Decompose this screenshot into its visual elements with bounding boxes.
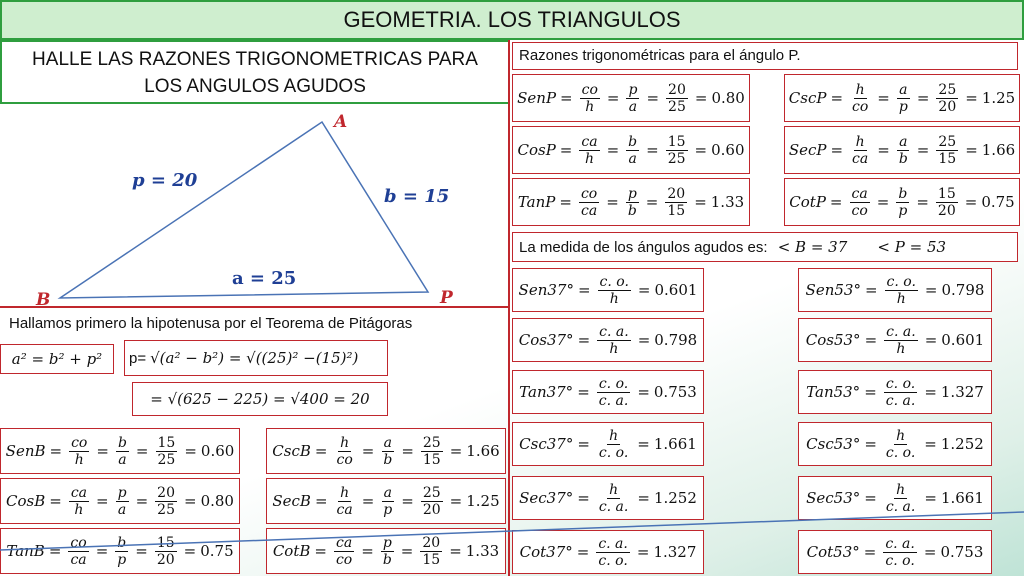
ratio-tanb-ratio1-num: co (70, 534, 87, 551)
ratio-cosb-ratio1-num: ca (70, 484, 88, 501)
operator: = (964, 193, 978, 211)
ratio-cotb-fn: CotB (272, 542, 311, 560)
side-label-b: b = 15 (384, 186, 450, 207)
operator: = (916, 89, 930, 107)
pitagoras-formula-text: a² = b² + p² (11, 350, 103, 368)
ratio-cosp-ratio1 (579, 134, 599, 167)
ratio-cotb-ratio2-num: p (382, 534, 392, 551)
ratio-cscb-fn: CscB (272, 442, 311, 460)
operator: = (923, 543, 937, 561)
angle53-1-ratio (884, 324, 918, 357)
angle53-0-ratio-num: c. o. (886, 273, 916, 290)
angle53-4-ratio-den: c. a. (885, 498, 916, 515)
ratio-senp-ratio3-num: 20 (668, 81, 686, 98)
angle37-3-ratio-num: h (609, 427, 619, 444)
operator: = (314, 542, 327, 560)
ratio-tanp-equation (512, 178, 750, 226)
angle37-2-fn: Tan37° (519, 383, 574, 401)
ratio-senp-ratio3-den: 25 (668, 98, 686, 115)
ratio-secp-ratio3-num: 25 (938, 133, 957, 150)
angle53-3-ratio-num: h (896, 427, 906, 444)
pitagoras-step1 (124, 340, 388, 376)
operator: = (637, 435, 650, 453)
ratio-cscp-ratio2-den: p (898, 98, 908, 115)
operator: = (96, 492, 109, 510)
angle53-5-fn: Cot53° (806, 543, 860, 561)
ratio-tanb-ratio1-den: ca (70, 551, 87, 568)
side-label-a: a = 25 (232, 268, 297, 289)
ratio-cosp-fn: CosP (517, 141, 556, 159)
ratio-senp-value: 0.80 (711, 89, 745, 107)
angle53-2-ratio-num: c. o. (885, 375, 916, 392)
ratio-senb-ratio2-den: a (118, 451, 127, 468)
operator: = (864, 435, 877, 453)
operator: = (135, 492, 149, 510)
operator: = (314, 492, 328, 510)
ratio-cotp-ratio2-num: b (898, 185, 908, 202)
operator: = (449, 542, 462, 560)
operator: = (924, 331, 938, 349)
ratio-secp-ratio3 (936, 134, 958, 167)
ratio-cscp-equation (784, 74, 1020, 122)
operator: = (361, 492, 375, 510)
ratio-cscb-ratio2-num: a (383, 434, 392, 451)
operator: = (916, 193, 929, 211)
operator: = (606, 193, 619, 211)
ratio-tanp-ratio3-num: 20 (667, 185, 686, 202)
operator: = (577, 489, 590, 507)
operator: = (637, 489, 650, 507)
operator: = (401, 492, 414, 510)
operator: = (924, 383, 937, 401)
angle37-1-ratio-num: c. a. (599, 323, 629, 340)
operator: = (449, 492, 463, 510)
pitagoras-step2-text: = √(625 − 225) = √400 = 20 (150, 390, 370, 408)
angle37-5-value: 1.327 (653, 543, 697, 561)
ratio-cscb-ratio2-den: b (383, 451, 393, 468)
angle37-0-fn: Sen37° (518, 281, 574, 299)
angle53-1-value: 0.601 (941, 331, 985, 349)
ratio-cosb-ratio2-den: a (117, 501, 127, 518)
pitagoras-step2 (132, 382, 388, 416)
ratio-tanp-value: 1.33 (710, 193, 745, 211)
angle53-2-value: 1.327 (940, 383, 984, 401)
operator: = (830, 141, 844, 159)
operator: = (924, 489, 937, 507)
ratio-senp-ratio1-den: h (585, 98, 595, 115)
operator: = (96, 442, 109, 460)
ratio-cscp-ratio1 (850, 82, 870, 115)
operator: = (864, 489, 877, 507)
ratio-cosp-value: 0.60 (711, 141, 745, 159)
angle37-5-ratio-den: c. o. (598, 552, 628, 569)
angle53-0-ratio (885, 274, 918, 307)
angulos-header (512, 232, 1018, 262)
ratio-tanb-ratio3-den: 20 (156, 551, 175, 568)
ratio-cosp-ratio3 (666, 134, 688, 167)
operator: = (916, 141, 930, 159)
operator: = (924, 435, 937, 453)
ratio-cosp-ratio2-num: b (628, 133, 638, 150)
ratio-cscp-ratio2-num: a (899, 81, 908, 98)
ratio-senp-ratio2-num: p (628, 81, 638, 98)
operator: = (449, 442, 463, 460)
operator: = (577, 435, 590, 453)
vertex-label-p: P (440, 288, 453, 308)
angle37-1-fn: Cos37° (518, 331, 574, 349)
angle37-2-ratio (597, 376, 631, 409)
operator: = (577, 331, 591, 349)
angle37-5-fn: Cot37° (519, 543, 573, 561)
operator: = (863, 543, 877, 561)
ratio-cscb-ratio3 (421, 435, 443, 468)
ratio-senb-ratio2 (116, 435, 129, 468)
ratio-senb-ratio3 (156, 435, 178, 468)
operator: = (559, 141, 573, 159)
ratio-cotp-ratio1 (850, 186, 870, 219)
title-bar (0, 0, 1024, 40)
operator: = (577, 281, 591, 299)
angle37-3-value: 1.661 (653, 435, 697, 453)
ratio-secb-ratio3-den: 20 (422, 501, 441, 518)
ratio-cosb-ratio3-den: 25 (157, 501, 175, 518)
operator: = (606, 89, 620, 107)
ratio-cscb-value: 1.66 (466, 442, 500, 460)
ratio-cscp-fn: CscP (788, 89, 827, 107)
ratio-secb-ratio1-den: ca (336, 501, 353, 518)
decorative-wave (0, 510, 1024, 576)
ratio-senb-ratio1 (69, 435, 89, 468)
ratio-cosp-ratio2-den: a (628, 150, 637, 167)
operator: = (965, 89, 978, 107)
razones-p-header (512, 42, 1018, 70)
ratio-cscb-ratio3-num: 25 (422, 434, 441, 451)
operator: = (830, 89, 844, 107)
ratio-tanb-ratio2-num: b (117, 534, 127, 551)
angle37-0-equation (512, 268, 704, 312)
ratio-secp-ratio2-den: b (898, 150, 908, 167)
angle53-3-ratio (884, 428, 917, 461)
ratio-secp-ratio1-num: h (855, 133, 865, 150)
operator: = (864, 281, 878, 299)
ratio-tanp-ratio1-num: co (580, 185, 598, 202)
ratio-cotp-ratio3-den: 20 (937, 202, 956, 219)
ratio-senb-ratio2-num: b (117, 434, 127, 451)
ratio-secb-value: 1.25 (466, 492, 500, 510)
operator: = (48, 542, 62, 560)
ratio-secp-fn: SecP (788, 141, 827, 159)
instruction-text: HALLE LAS RAZONES TRIGONOMETRICAS PARA LOS ANGULOS AGUDOS (32, 49, 478, 97)
operator: = (606, 141, 620, 159)
angle53-3-value: 1.252 (940, 435, 984, 453)
operator: = (183, 492, 197, 510)
ratio-cscb-ratio1-den: co (336, 451, 353, 468)
angle53-0-ratio-den: h (896, 290, 906, 307)
ratio-cosp-equation (512, 126, 750, 174)
ratio-tanp-ratio1-den: ca (581, 202, 598, 219)
angle53-1-ratio-num: c. a. (886, 323, 916, 340)
ratio-cosb-ratio1-den: h (74, 501, 84, 518)
angle53-2-fn: Tan53° (806, 383, 861, 401)
ratio-cotp-value: 0.75 (981, 193, 1015, 211)
ratio-senb-fn: SenB (5, 442, 46, 460)
operator: = (361, 442, 375, 460)
angle37-0-ratio (598, 274, 631, 307)
ratio-senp-ratio3 (666, 82, 688, 115)
ratio-cotp-equation (784, 178, 1020, 226)
angle37-3-ratio (597, 428, 630, 461)
ratio-cosp-ratio1-num: ca (581, 133, 598, 150)
angle53-3-ratio-den: c. o. (885, 444, 916, 461)
ratio-tanp-ratio2-num: p (627, 185, 637, 202)
ratio-secb-ratio2-num: a (383, 484, 392, 501)
angle37-1-value: 0.798 (654, 331, 698, 349)
ratio-tanb-ratio3-num: 15 (156, 534, 175, 551)
ratio-secp-ratio2 (897, 134, 910, 167)
angle53-1-equation (798, 318, 992, 362)
angle37-4-fn: Sec37° (519, 489, 574, 507)
page-title: GEOMETRIA. LOS TRIANGULOS (343, 7, 681, 32)
angle37-2-value: 0.753 (653, 383, 697, 401)
ratio-cotp-ratio2 (896, 186, 909, 219)
operator: = (646, 89, 660, 107)
operator: = (49, 492, 62, 510)
operator: = (401, 442, 414, 460)
operator: = (637, 281, 651, 299)
angle37-2-ratio-den: c. a. (598, 392, 629, 409)
operator: = (577, 383, 590, 401)
angle53-3-equation (798, 422, 992, 466)
ratio-cotp-ratio3-num: 15 (937, 185, 956, 202)
operator: = (829, 193, 843, 211)
ratio-cscp-ratio3-den: 20 (938, 98, 957, 115)
ratio-cotp-ratio3 (936, 186, 958, 219)
ratio-tanb-fn: TanB (6, 542, 45, 560)
operator: = (560, 89, 573, 107)
ratio-cosp-ratio2 (626, 134, 639, 167)
operator: = (924, 281, 938, 299)
ratio-secb-ratio2-den: p (383, 501, 393, 518)
ratio-tanp-ratio2 (626, 186, 639, 219)
angle53-2-ratio-den: c. a. (885, 392, 916, 409)
angle53-4-value: 1.661 (940, 489, 984, 507)
angle53-0-value: 0.798 (941, 281, 985, 299)
ratio-cotb-ratio3-den: 15 (422, 551, 441, 568)
ratio-secb-fn: SecB (272, 492, 311, 510)
angle37-4-ratio-den: c. a. (598, 498, 629, 515)
operator: = (877, 89, 890, 107)
ratio-senb-value: 0.60 (200, 442, 235, 460)
razones-p-header-text: Razones trigonométricas para el ángulo P. (519, 47, 801, 64)
ratio-cotb-ratio1-num: ca (336, 534, 353, 551)
ratio-secb-ratio1-num: h (340, 484, 350, 501)
ratio-tanb-value: 0.75 (200, 542, 234, 560)
operator: = (184, 442, 197, 460)
operator: = (400, 542, 414, 560)
angle53-3-fn: Csc53° (806, 435, 861, 453)
angle37-3-ratio-den: c. o. (598, 444, 629, 461)
ratio-cscp-ratio1-den: co (852, 98, 869, 115)
side-label-p: p = 20 (132, 170, 198, 191)
ratio-tanp-ratio1 (579, 186, 599, 219)
angle53-2-equation (798, 370, 992, 414)
ratio-secp-ratio1-den: ca (852, 150, 869, 167)
ratio-cotp-ratio1-num: ca (851, 185, 868, 202)
operator: = (49, 442, 63, 460)
vertex-label-a: A (334, 112, 348, 132)
operator: = (876, 193, 890, 211)
pitagoras-p-prefix: p= (129, 349, 147, 367)
pitagoras-header-text: Hallamos primero la hipotenusa por el Teorema de Pitágoras (9, 315, 413, 332)
ratio-cosp-ratio1-den: h (584, 150, 594, 167)
angle37-4-value: 1.252 (653, 489, 697, 507)
angle53-1-fn: Cos53° (805, 331, 861, 349)
ratio-senb-ratio1-den: h (74, 451, 84, 468)
ratio-tanp-fn: TanP (517, 193, 556, 211)
operator: = (95, 542, 109, 560)
angle37-0-value: 0.601 (654, 281, 698, 299)
ratio-cscp-ratio1-num: h (855, 81, 865, 98)
operator: = (637, 331, 651, 349)
angle37-2-equation (512, 370, 704, 414)
angulo-b-value: < B = 37 (777, 238, 848, 256)
angulo-p-value: < P = 53 (877, 238, 947, 256)
divider-horizontal (0, 306, 510, 308)
pitagoras-formula (0, 344, 114, 374)
angle53-2-ratio (884, 376, 918, 409)
ratio-secp-ratio3-den: 15 (938, 150, 957, 167)
ratio-secp-ratio2-num: a (899, 133, 908, 150)
angle37-3-equation (512, 422, 704, 466)
ratio-tanp-ratio2-den: b (627, 202, 637, 219)
ratio-senb-equation (0, 428, 240, 474)
operator: = (864, 331, 878, 349)
ratio-cscp-value: 1.25 (981, 89, 1016, 107)
ratio-cotb-ratio3-num: 20 (422, 534, 441, 551)
angle53-5-value: 0.753 (940, 543, 984, 561)
angle37-0-ratio-den: h (609, 290, 619, 307)
ratio-cotp-ratio1-den: co (851, 202, 868, 219)
ratio-cotp-fn: CotP (789, 193, 826, 211)
ratio-cscb-ratio1 (334, 435, 354, 468)
ratio-cscb-ratio2 (381, 435, 394, 468)
angle53-4-ratio-num: h (896, 481, 906, 498)
ratio-cosb-value: 0.80 (200, 492, 234, 510)
pitagoras-step1-text: √(a² − b²) = √((25)² −(15)²) (150, 349, 359, 367)
ratio-cosb-ratio3-num: 20 (157, 484, 175, 501)
operator: = (135, 442, 149, 460)
angle37-2-ratio-num: c. o. (598, 375, 629, 392)
angle53-5-ratio-den: c. o. (885, 552, 915, 569)
angle37-1-ratio (597, 324, 631, 357)
divider-vertical (508, 40, 510, 576)
operator: = (645, 193, 659, 211)
pitagoras-header (0, 310, 508, 338)
angle53-1-ratio-den: h (896, 340, 906, 357)
ratio-secb-ratio3-num: 25 (422, 484, 441, 501)
operator: = (636, 543, 650, 561)
ratio-senp-fn: SenP (517, 89, 557, 107)
ratio-cosp-ratio3-num: 15 (667, 133, 686, 150)
operator: = (646, 141, 659, 159)
ratio-cscp-ratio3 (936, 82, 958, 115)
ratio-cscp-ratio3-num: 25 (938, 81, 957, 98)
ratio-senp-ratio1-num: co (581, 81, 598, 98)
ratio-cosb-fn: CosB (6, 492, 46, 510)
operator: = (135, 542, 148, 560)
vertex-label-b: B (36, 290, 51, 310)
ratio-cotp-ratio2-den: p (898, 202, 908, 219)
ratio-cscb-ratio3-den: 15 (422, 451, 441, 468)
ratio-cscp-ratio2 (897, 82, 910, 115)
ratio-senb-ratio3-den: 25 (157, 451, 176, 468)
angle37-1-equation (512, 318, 704, 362)
ratio-secp-equation (784, 126, 1020, 174)
operator: = (694, 193, 707, 211)
ratio-secp-ratio1 (850, 134, 870, 167)
angle37-0-ratio-num: c. o. (599, 273, 629, 290)
ratio-senp-ratio2-den: a (628, 98, 638, 115)
angle37-4-ratio-num: h (609, 481, 619, 498)
operator: = (877, 141, 890, 159)
operator: = (183, 542, 197, 560)
angle53-0-fn: Sen53° (805, 281, 861, 299)
ratio-cotb-value: 1.33 (465, 542, 500, 560)
ratio-senb-ratio3-num: 15 (157, 434, 176, 451)
ratio-cosb-ratio2-num: p (117, 484, 127, 501)
ratio-secp-value: 1.66 (981, 141, 1016, 159)
ratio-cosp-ratio3-den: 25 (667, 150, 686, 167)
ratio-senp-equation (512, 74, 750, 122)
operator: = (864, 383, 877, 401)
ratio-senp-ratio1 (580, 82, 600, 115)
angle37-5-ratio-num: c. a. (598, 535, 628, 552)
angle53-4-fn: Sec53° (806, 489, 861, 507)
ratio-tanb-ratio2-den: p (117, 551, 127, 568)
ratio-senb-ratio1-num: co (71, 434, 88, 451)
ratio-cotb-ratio2-den: b (382, 551, 392, 568)
angle53-5-ratio-num: c. a. (885, 535, 915, 552)
ratio-senp-ratio2 (626, 82, 639, 115)
angulos-header-text: La medida de los ángulos agudos es: (519, 239, 768, 256)
operator: = (576, 543, 590, 561)
operator: = (694, 89, 708, 107)
angle37-1-ratio-den: h (609, 340, 619, 357)
instruction-box (0, 40, 510, 104)
ratio-tanp-ratio3-den: 15 (667, 202, 686, 219)
angle53-0-equation (798, 268, 992, 312)
ratio-cscb-ratio1-num: h (340, 434, 350, 451)
operator: = (361, 542, 374, 560)
ratio-cscb-equation (266, 428, 506, 474)
operator: = (314, 442, 328, 460)
operator: = (965, 141, 978, 159)
operator: = (559, 193, 572, 211)
operator: = (694, 141, 708, 159)
ratio-cotb-ratio1-den: co (335, 551, 353, 568)
angle37-3-fn: Csc37° (519, 435, 574, 453)
ratio-tanp-ratio3 (665, 186, 687, 219)
operator: = (637, 383, 650, 401)
